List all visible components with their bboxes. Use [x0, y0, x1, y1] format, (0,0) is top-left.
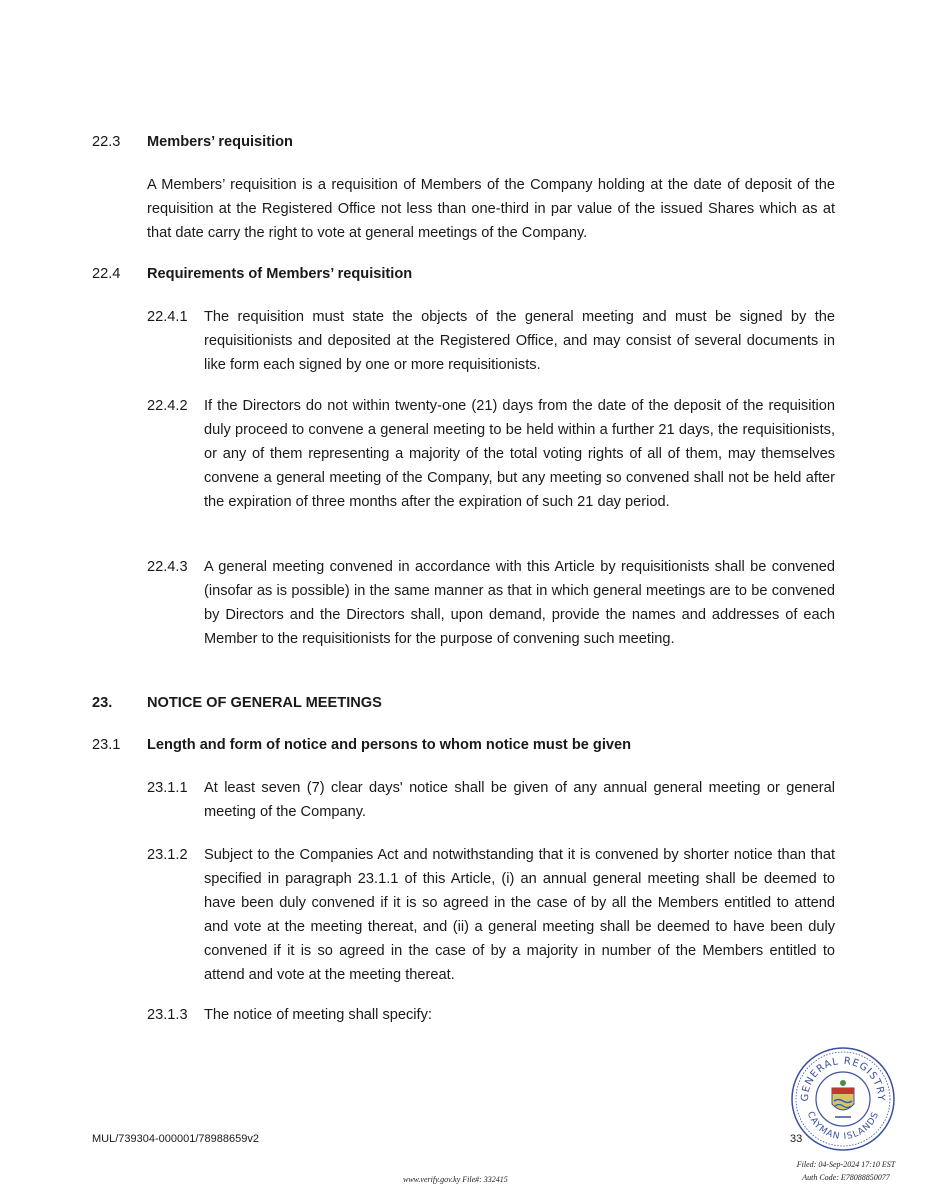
verify-link: www.verify.gov.ky File#: 332415 [403, 1175, 508, 1184]
document-reference: MUL/739304-000001/78988659v2 [92, 1133, 259, 1145]
clause-number: 23.1.2 [147, 847, 188, 863]
clause-text: A general meeting convened in accordance with this Article by requisitionists shall be convened (insofar as is possible) in the same manner as that in which general meetings are to be convened by Directors and the Directors shall, upon demand, provide the names and addresses of each Member to the requisitionists for the purpose of convening such meeting. [204, 559, 835, 647]
page-number: 33 [790, 1133, 803, 1145]
general-registry-seal [790, 1046, 896, 1152]
clause-text: If the Directors do not within twenty-one (21) days from the date of the deposit of the requisition duly proceed to convene a general meeting to be held within a further 21 days, the requisitionists, or any of them representing a majority of the total voting rights of all of them, may themselves convene a general meeting of the Company, but any meeting so convened shall not be held after the expiration of three months after the expiration of such 21 day period. [204, 398, 835, 510]
filing-stamp [786, 1158, 906, 1184]
section-number: 22.4 [92, 266, 121, 282]
coat-of-arms-icon [832, 1080, 854, 1117]
clause-number: 23.1.3 [147, 1007, 188, 1023]
section-number: 23. [92, 695, 113, 711]
clause-text: Subject to the Companies Act and notwithstanding that it is convened by shorter notice than that specified in paragraph 23.1.1 of this Article, (i) an annual general meeting shall be deemed to have been duly convened if it is so agreed in the case of by all the Members entitled to attend and vote at the meeting thereat, and (ii) a general meeting shall be deemed to have been duly convened if it is so agreed in the case of by a majority in number of the Members entitled to attend and vote at the meeting thereat. [204, 847, 835, 983]
section-number: 23.1 [92, 737, 121, 753]
clause-text: The requisition must state the objects of the general meeting and must be signed by the requisitionists and deposited at the Registered Office, and may consist of several documents in like form each signed by one or more requisitionists. [204, 309, 835, 373]
seal-bottom-text: CAYMAN ISLANDS [804, 1110, 882, 1143]
filed-date: Filed: 04-Sep-2024 17:10 EST [796, 1160, 896, 1169]
seal-top-text: GENERAL REGISTRY [799, 1055, 887, 1102]
clause-number: 22.4.1 [147, 309, 188, 325]
clause-text: At least seven (7) clear days' notice shall be given of any annual general meeting or general meeting of the Company. [204, 780, 835, 820]
section-heading: Requirements of Members’ requisition [147, 266, 413, 282]
section-paragraph: A Members’ requisition is a requisition of Members of the Company holding at the date of deposit of the requisition at the Registered Office not less than one-third in par value of the issued Shares which as at that date carry the right to vote at general meetings of the Company. [147, 177, 835, 241]
clause-number: 22.4.3 [147, 559, 188, 575]
auth-code: Auth Code: E78088850077 [802, 1173, 890, 1182]
section-number: 22.3 [92, 134, 121, 150]
section-heading: Members’ requisition [147, 134, 293, 150]
clause-number: 22.4.2 [147, 398, 188, 414]
section-heading: NOTICE OF GENERAL MEETINGS [147, 695, 382, 711]
clause-text: The notice of meeting shall specify: [204, 1007, 432, 1023]
section-heading: Length and form of notice and persons to whom notice must be given [147, 737, 632, 753]
clause-number: 23.1.1 [147, 780, 188, 796]
